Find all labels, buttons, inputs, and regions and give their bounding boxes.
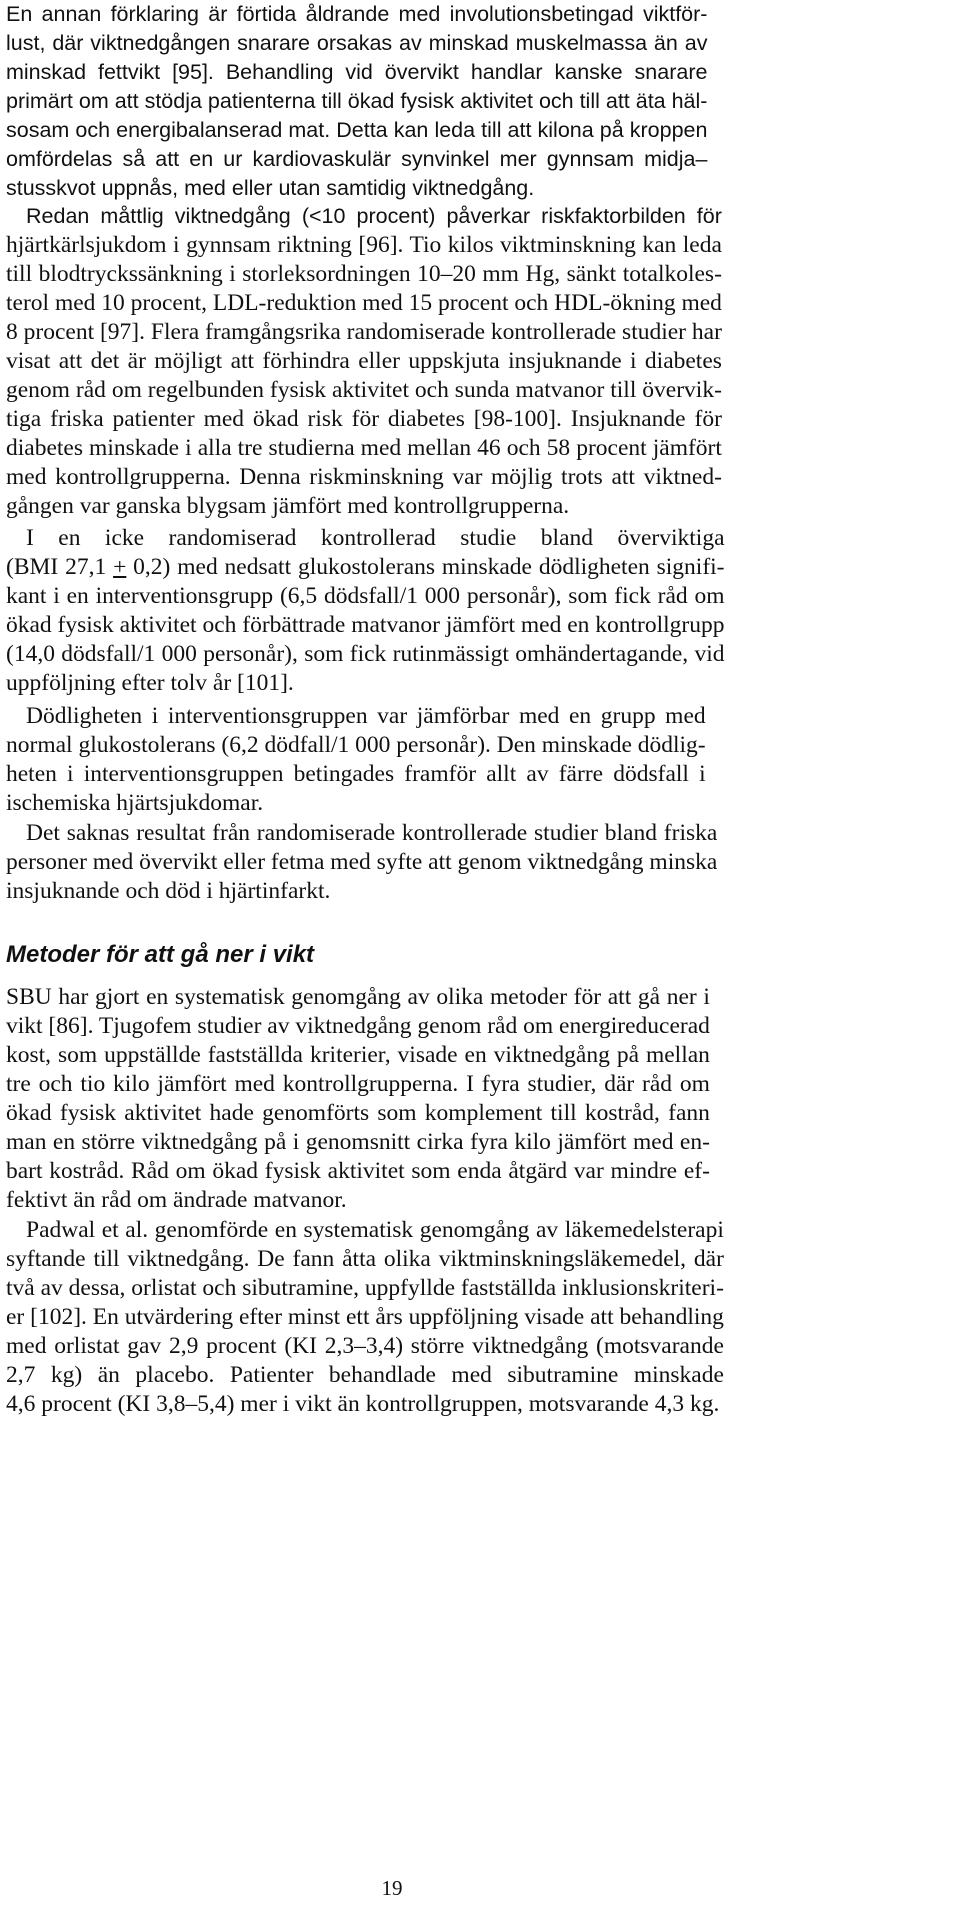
text-line: 4,6 procent (KI 3,8–5,4) mer i vikt än kontrollgruppen, motsvarande 4,3 kg. bbox=[6, 1391, 720, 1417]
text-line: normal glukostolerans (6,2 dödfall/1 000 personår). Den minskade dödlig- bbox=[6, 732, 706, 758]
text-line: bart kostråd. Råd om ökad fysisk aktivitet som enda åtgärd var mindre ef- bbox=[6, 1158, 710, 1184]
paragraph-6 bbox=[6, 983, 710, 1215]
text-line: sosam och energibalanserad mat. Detta kan leda till att kilona på kroppen bbox=[6, 118, 708, 142]
text-line: En annan förklaring är förtida åldrande med involutionsbetingad viktför- bbox=[6, 2, 708, 26]
paragraph-7 bbox=[6, 1216, 724, 1419]
text-line: med orlistat gav 2,9 procent (KI 2,3–3,4) större viktnedgång (motsvarande bbox=[6, 1333, 724, 1359]
text-line: ökad fysisk aktivitet hade genomförts som komplement till kostråd, fann bbox=[6, 1100, 710, 1126]
text-line: med kontrollgrupperna. Denna riskminskning var möjlig trots att viktned- bbox=[6, 464, 722, 490]
paragraph-3 bbox=[6, 524, 725, 698]
text-line: personer med övervikt eller fetma med syfte att genom viktnedgång minska bbox=[6, 849, 718, 875]
text-line: Redan måttlig viktnedgång (<10 procent) påverkar riskfaktorbilden för bbox=[26, 204, 722, 228]
text-line: ischemiska hjärtsjukdomar. bbox=[6, 790, 264, 816]
text-line: primärt om att stödja patienterna till ökad fysisk aktivitet och till att äta häl- bbox=[6, 89, 708, 113]
text-line: er [102]. En utvärdering efter minst ett års uppföljning visade att behandling bbox=[6, 1304, 724, 1330]
text-line: 2,7 kg) än placebo. Patienter behandlade med sibutramine minskade bbox=[6, 1362, 724, 1388]
text-line: terol med 10 procent, LDL-reduktion med 15 procent och HDL-ökning med bbox=[6, 290, 722, 316]
paragraph-1 bbox=[6, 0, 707, 203]
text-line: stusskvot uppnås, med eller utan samtidig viktnedgång. bbox=[6, 176, 535, 200]
text-line: kant i en interventionsgrupp (6,5 dödsfall/1 000 personår), som fick råd om bbox=[6, 583, 725, 609]
text-line: minskad fettvikt [95]. Behandling vid övervikt handlar kanske snarare bbox=[6, 60, 708, 84]
text-line: diabetes minskade i alla tre studierna med mellan 46 och 58 procent jämfört bbox=[6, 435, 722, 461]
text-line: Padwal et al. genomförde en systematisk genomgång av läkemedelsterapi bbox=[26, 1217, 724, 1243]
paragraph-2 bbox=[6, 202, 722, 521]
paragraph-4 bbox=[6, 702, 706, 818]
text-line: visat att det är möjligt att förhindra eller uppskjuta insjuknande i diabetes bbox=[6, 348, 722, 374]
text-line: heten i interventionsgruppen betingades framför allt av färre dödsfall i bbox=[6, 761, 706, 787]
text-line: två av dessa, orlistat och sibutramine, uppfyllde fastställda inklusionskriteri- bbox=[6, 1275, 724, 1301]
text-line: SBU har gjort en systematisk genomgång av olika metoder för att gå ner i bbox=[6, 984, 710, 1010]
text-line: gången var ganska blygsam jämfört med kontrollgrupperna. bbox=[6, 493, 570, 519]
text-line: fektivt än råd om ändrade matvanor. bbox=[6, 1187, 347, 1213]
text-line: I en icke randomiserad kontrollerad studie bland överviktiga bbox=[26, 525, 725, 551]
text-line: uppföljning efter tolv år [101]. bbox=[6, 670, 294, 696]
text-line: till blodtryckssänkning i storleksordningen 10–20 mm Hg, sänkt totalkoles- bbox=[6, 261, 722, 287]
text-line: man en större viktnedgång på i genomsnitt cirka fyra kilo jämfört med en- bbox=[6, 1129, 710, 1155]
text-line: (BMI 27,1 + 0,2) med nedsatt glukostolerans minskade dödligheten signifi- bbox=[6, 554, 725, 580]
text-line: tre och tio kilo jämfört med kontrollgrupperna. I fyra studier, där råd om bbox=[6, 1071, 710, 1097]
text-line: tiga friska patienter med ökad risk för diabetes [98-100]. Insjuknande för bbox=[6, 406, 722, 432]
text-line: Dödligheten i interventionsgruppen var jämförbar med en grupp med bbox=[26, 703, 706, 729]
text-line: omfördelas så att en ur kardiovaskulär synvinkel mer gynnsam midja– bbox=[6, 147, 708, 171]
text-line: vikt [86]. Tjugofem studier av viktnedgång genom råd om energireducerad bbox=[6, 1013, 710, 1039]
text-line: kost, som uppställde fastställda kriterier, visade en viktnedgång på mellan bbox=[6, 1042, 710, 1068]
text-line: hjärtkärlsjukdom i gynnsam riktning [96]. Tio kilos viktminskning kan leda bbox=[6, 232, 722, 258]
text-line: syftande till viktnedgång. De fann åtta olika viktminskningsläkemedel, där bbox=[6, 1246, 724, 1272]
text-line: (14,0 dödsfall/1 000 personår), som fick rutinmässigt omhändertagande, vid bbox=[6, 641, 725, 667]
text-line: 8 procent [97]. Flera framgångsrika randomiserade kontrollerade studier har bbox=[6, 319, 722, 345]
text-line: genom råd om regelbunden fysisk aktivitet och sunda matvanor till övervik- bbox=[6, 377, 722, 403]
text-line: Det saknas resultat från randomiserade kontrollerade studier bland friska bbox=[26, 820, 718, 846]
paragraph-5 bbox=[6, 819, 717, 906]
page-number-text: 19 bbox=[381, 1876, 403, 1900]
text-line: ökad fysisk aktivitet och förbättrade matvanor jämfört med en kontrollgrupp bbox=[6, 612, 725, 638]
text-line: insjuknande och död i hjärtinfarkt. bbox=[6, 878, 331, 904]
text-line: lust, där viktnedgången snarare orsakas av minskad muskelmassa än av bbox=[6, 31, 708, 55]
section-heading: Metoder för att gå ner i vikt bbox=[6, 941, 315, 968]
